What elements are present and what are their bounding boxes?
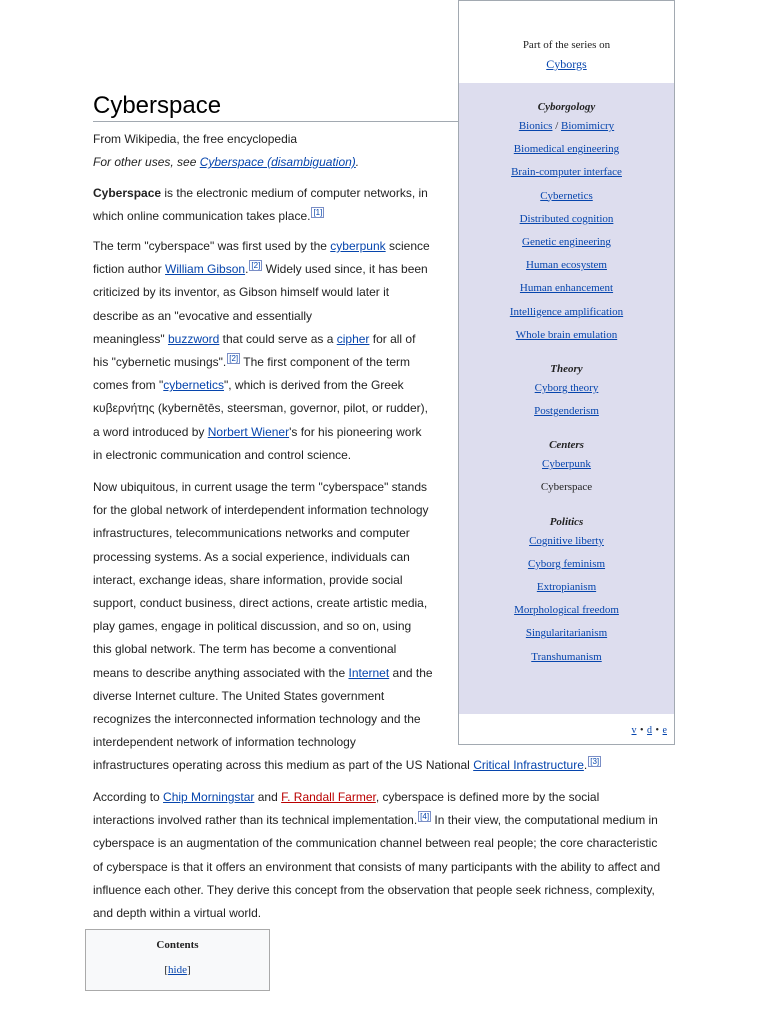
text-run: processing systems. As a social experience, individuals can	[93, 549, 410, 564]
text-run: and depth within a virtual world.	[93, 906, 262, 921]
navbox-footer-dot: •	[640, 725, 644, 736]
citation-ref[interactable]: [4]	[420, 812, 430, 822]
navbox-discuss-link[interactable]: d	[647, 725, 653, 736]
site-tagline: From Wikipedia, the free encyclopedia	[93, 132, 298, 146]
navbox-link-intelligence-amplification[interactable]: Intelligence amplification	[509, 305, 624, 318]
text-run: diverse Internet culture. The United States government	[93, 688, 385, 703]
citation-ref[interactable]: [3]	[590, 757, 600, 767]
text-run: recognizes the interconnected information technology and the	[93, 712, 421, 727]
text-run: The first component of the term	[240, 355, 411, 370]
link-f-randall-farmer[interactable]: F. Randall Farmer	[281, 790, 376, 804]
navbox-link-human-enhancement[interactable]: Human enhancement	[519, 282, 614, 295]
link-internet[interactable]: Internet	[348, 665, 390, 680]
navbox-link-biomimicry[interactable]: Biomimicry	[561, 120, 615, 132]
text-run: interactions involved rather than its technical implementation.	[93, 813, 418, 828]
text-run: criticized by its inventor, as Gibson himself would later it	[93, 285, 390, 300]
paragraph-usage	[93, 476, 601, 778]
navbox-series-link[interactable]: Cyborgs	[546, 57, 587, 71]
navbox-view-link[interactable]: v	[631, 725, 637, 736]
text-run: cyberspace is an augmentation of the communication channel between real people; the core characteristic	[93, 836, 658, 851]
navbox-part-of: Part of the series on	[522, 39, 611, 51]
navbox-link-human-ecosystem[interactable]: Human ecosystem	[526, 259, 607, 272]
paragraph-intro	[93, 182, 428, 228]
navbox-link-cyberpunk[interactable]: Cyberpunk	[542, 458, 591, 471]
toc-title: Contents	[156, 939, 199, 951]
text-run: which online communication takes place.	[93, 209, 311, 224]
text-run: for the global network of interdependent information technology	[93, 503, 429, 518]
navbox-footer-dot: •	[655, 725, 660, 736]
table-of-contents	[85, 929, 270, 991]
text-run: play games, engage in political discussion, and so on, using	[93, 619, 412, 634]
title-divider	[93, 121, 458, 122]
paragraph-definition	[93, 786, 660, 925]
text-run: meaningless"	[93, 331, 168, 346]
toc-toggle	[86, 964, 269, 976]
navbox-link-cybernetics[interactable]: Cybernetics	[540, 189, 593, 202]
navbox-link-postgenderism[interactable]: Postgenderism	[534, 405, 599, 418]
text-run: infrastructures operating across this medium as part of the US National	[93, 758, 474, 773]
text-run: .	[583, 758, 588, 773]
navbox-separator: /	[555, 120, 559, 132]
text-run: ", which is derived from the Greek	[223, 378, 404, 393]
navbox-header	[459, 1, 674, 83]
text-run: of cyberspace is that it offers an environment that consists of many participants with the ability to affect and	[93, 859, 661, 874]
hatnote	[93, 155, 359, 169]
text-run: influence each other. They derive this concept from the observation that people seek richness, complexity,	[93, 882, 655, 897]
text-run: his "cybernetic musings".	[93, 355, 227, 370]
text-run: means to describe anything associated with the	[93, 665, 349, 680]
toc-bracket: [	[164, 964, 169, 976]
citation-ref[interactable]: [2]	[251, 261, 261, 271]
navbox-link-brain-computer-interface[interactable]: Brain-computer interface	[511, 166, 622, 179]
navbox-group-title: Theory	[550, 362, 583, 375]
hatnote-suffix: .	[355, 155, 360, 169]
link-cipher[interactable]: cipher	[336, 331, 370, 346]
link-cyberpunk[interactable]: cyberpunk	[330, 239, 386, 253]
text-run: κυβερνήτης (kybernētēs, steersman, governor, pilot, or rudder),	[93, 401, 428, 416]
disambiguation-link[interactable]: Cyberspace (disambiguation)	[199, 155, 356, 169]
navbox-link-cyborg-theory[interactable]: Cyborg theory	[534, 381, 599, 394]
link-norbert-wiener[interactable]: Norbert Wiener	[207, 424, 290, 439]
text-run: is the electronic medium of computer networks, in	[161, 186, 428, 200]
text-run: and the	[389, 665, 433, 680]
paragraph-history: The term "cyberspace" was first used by the cyberpunk science fiction author William Gibson. [2] Widely used since, it has been criticized by its inventor, as Gibson himself would later it describe as an "evocative and essentially meaningless" buzzword that could serve as a cipher for all of his "cybernetic musings". [2] The first component of the term comes from "cybernetics", which is derived from the Greek κυβερνήτης (kybernētēs, steersman, governor, pilot, or rudder), a word introduced by Norbert Wiener's for his pioneering work in electronic communication and control science.	[93, 235, 430, 467]
text-run: infrastructures, telecommunications networks and computer	[93, 526, 410, 541]
navbox-link-cognitive-liberty[interactable]: Cognitive liberty	[529, 534, 604, 547]
navbox-group-title: Politics	[549, 515, 584, 528]
text-run: 's for his pioneering work	[289, 424, 422, 439]
navbox-link-genetic-engineering[interactable]: Genetic engineering	[522, 235, 611, 248]
text-run: science	[385, 239, 430, 253]
navbox-group-title: Cyborgology	[537, 101, 596, 113]
citation-ref[interactable]: [1]	[313, 208, 323, 218]
navbox-link-transhumanism[interactable]: Transhumanism	[531, 650, 602, 663]
link-critical-infrastructure[interactable]: Critical Infrastructure	[473, 758, 584, 773]
navbox-link-cyborg-feminism[interactable]: Cyborg feminism	[527, 557, 606, 570]
text-run: interdependent network of information technology	[93, 735, 356, 750]
navbox-link-biomedical-engineering[interactable]: Biomedical engineering	[513, 143, 620, 156]
text-run: in electronic communication and control science.	[93, 447, 352, 462]
bold-term: Cyberspace	[93, 186, 162, 200]
link-william-gibson[interactable]: William Gibson	[165, 262, 246, 277]
text-run: Now ubiquitous, in current usage the term "cyberspace" stands	[93, 480, 428, 494]
text-run: , cyberspace is defined more by the social	[375, 790, 600, 804]
navbox-link-distributed-cognition[interactable]: Distributed cognition	[519, 212, 614, 225]
text-run: According to	[93, 790, 164, 804]
navbox-link-morphological-freedom[interactable]: Morphological freedom	[514, 604, 619, 617]
page-title: Cyberspace	[93, 92, 222, 119]
hatnote-prefix: For other uses, see	[93, 155, 200, 169]
navbox-link-extropianism[interactable]: Extropianism	[536, 581, 597, 593]
text-run: a word introduced by	[93, 424, 208, 439]
toc-bracket: ]	[186, 964, 191, 976]
navbox-group-title: Centers	[549, 439, 584, 452]
navbox-link-bionics[interactable]: Bionics	[518, 120, 553, 132]
navbox-link-whole-brain-emulation[interactable]: Whole brain emulation	[515, 328, 618, 341]
text-run: this global network. The term has become a conventional	[93, 642, 397, 657]
citation-ref[interactable]: [2]	[229, 354, 239, 364]
text-run: interact, exchange ideas, share information, provide social	[93, 572, 403, 587]
text-run: fiction author	[93, 262, 166, 277]
text-run: In their view, the computational medium in	[431, 813, 658, 828]
text-run: The term "cyberspace" was first used by the	[93, 239, 331, 253]
navbox-link-singularitarianism[interactable]: Singularitarianism	[525, 627, 608, 640]
text-run: comes from "	[93, 378, 164, 393]
text-run: support, conduct business, direct actions, create artistic media,	[93, 596, 428, 611]
link-buzzword[interactable]: buzzword	[167, 331, 220, 346]
text-run: that could serve as a	[219, 331, 337, 346]
navbox-edit-link[interactable]: e	[662, 725, 667, 736]
navbox-item-bionics-biomimicry	[459, 115, 674, 138]
link-chip-morningstar[interactable]: Chip Morningstar	[163, 790, 255, 804]
link-cybernetics[interactable]: cybernetics	[163, 378, 224, 393]
toc-hide-link[interactable]: hide	[168, 964, 187, 976]
text-run: for all of	[369, 331, 416, 346]
text-run: describe as an "evocative and essentially	[93, 308, 313, 323]
text-run: Widely used since, it has been	[262, 262, 428, 277]
navbox-current-page: Cyberspace	[540, 481, 593, 494]
text-run: and	[254, 790, 282, 804]
